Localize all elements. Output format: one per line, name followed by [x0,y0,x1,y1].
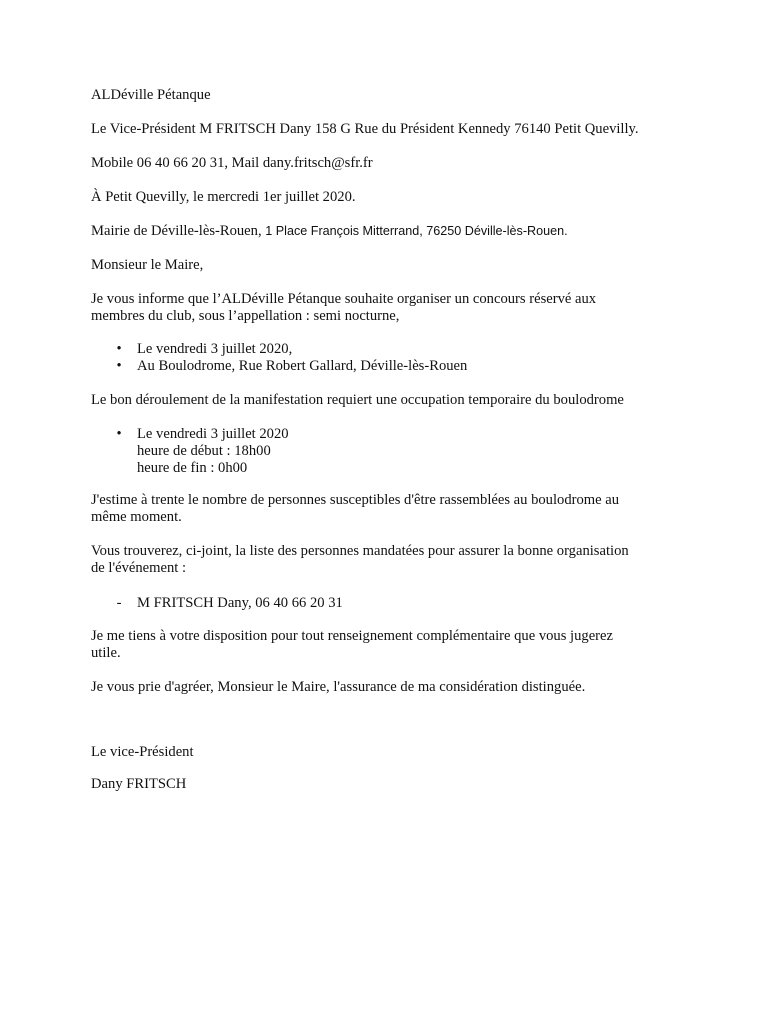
signature-title: Le vice-Président [91,744,194,760]
signature-name: Dany FRITSCH [91,776,187,792]
estimate-line-2: même moment. [91,509,182,525]
intro-line-1: Je vous informe que l’ALDéville Pétanque souhaite organiser un concours réservé aux [91,291,597,307]
estimate-line-1: J'estime à trente le nombre de personnes susceptibles d'être rassemblées au boulodrome au [91,492,620,508]
mandated-person: M FRITSCH Dany, 06 40 66 20 31 [137,595,343,611]
intro-line-2: membres du club, sous l’appellation : semi nocturne, [91,308,400,324]
recipient-address: 1 Place François Mitterrand, 76250 Déville-lès-Rouen. [265,224,568,238]
dash-icon: - [116,595,122,611]
schedule-end: heure de fin : 0h00 [137,460,248,476]
event-bullet-date: Le vendredi 3 juillet 2020, [137,341,293,357]
organization-name: ALDéville Pétanque [91,87,211,103]
recipient-name: Mairie de Déville-lès-Rouen, [91,223,262,239]
sender-line: Le Vice-Président M FRITSCH Dany 158 G Rue du Président Kennedy 76140 Petit Quevilly. [91,121,639,137]
availability-line-2: utile. [91,645,121,661]
recipient-line [91,223,568,240]
occupation-line: Le bon déroulement de la manifestation requiert une occupation temporaire du boulodrome [91,392,624,408]
list-intro-line-2: de l'événement : [91,560,187,576]
schedule-start: heure de début : 18h00 [137,443,271,459]
closing-line: Je vous prie d'agréer, Monsieur le Maire, l'assurance de ma considération distinguée. [91,679,586,695]
bullet-icon: • [116,426,122,442]
event-bullet-location: Au Boulodrome, Rue Robert Gallard, Déville-lès-Rouen [137,358,468,374]
schedule-date: Le vendredi 3 juillet 2020 [137,426,289,442]
contact-line: Mobile 06 40 66 20 31, Mail dany.fritsch@sfr.fr [91,155,373,171]
date-line: À Petit Quevilly, le mercredi 1er juillet 2020. [91,189,356,205]
list-intro-line-1: Vous trouverez, ci-joint, la liste des personnes mandatées pour assurer la bonne organisation [91,543,629,559]
bullet-icon: • [116,358,122,374]
bullet-icon: • [116,341,122,357]
availability-line-1: Je me tiens à votre disposition pour tout renseignement complémentaire que vous jugerez [91,628,613,644]
salutation: Monsieur le Maire, [91,257,204,273]
